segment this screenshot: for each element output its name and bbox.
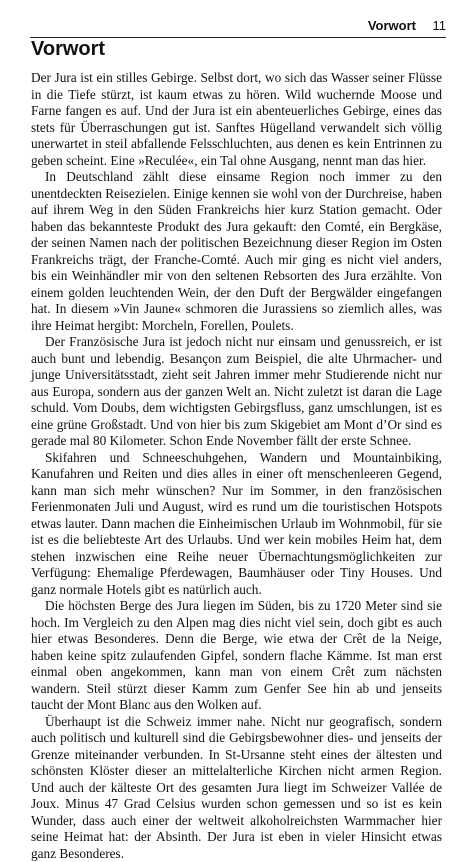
paragraph: In Deutschland zählt diese einsame Region noch immer zu den unentdeckten Reisezielen. Einige kennen sie wohl von der Durchreise, haben auf ihrem Weg in den Süden Frankreichs hier kurz Station gemacht. Oder haben das bekannteste Produkt des Jura gekauft: den Comté, ein Bergkäse, der seinen Namen nach der politischen Bezeichnung dieser Region im Osten Frankreichs trägt, der Franche-Comté. Auch mir ging es nicht viel anders, bis ein Weinhändler mir von den seltenen Rebsorten des Jura erzählte. Von einem golden leuchtenden Wein, der den Duft der Bergwälder eingefangen hat. In diesem »Vin Jaune« schmoren die Jurassiens so ziemlich alles, was ihre Heimat hergibt: Morcheln, Forellen, Poulets. — [31, 169, 442, 334]
page-number: 11 — [433, 18, 447, 33]
paragraph: Skifahren und Schneeschuhgehen, Wandern und Mountainbiking, Kanufahren und Reiten und dies alles in einer oft menschenleeren Gegend, kann man sich mehr wünschen? Nur im Sommer, in den französischen Ferienmonaten Juli und August, wird es rund um die touristischen Hotspots etwas lauter. Dann machen die Einheimischen Urlaub im Wohnmobil, für sie ist es die beliebteste Art des Urlaubs. Und wer kein mobiles Heim hat, dem stehen inzwischen eine Reihe neuer Übernachtungsmöglichkeiten zur Verfügung: Ehemalige Pferdewagen, Baumhäuser oder Tiny Houses. Und ganz normale Hotels gibt es natürlich auch. — [31, 450, 442, 599]
running-head — [0, 0, 474, 36]
body-text — [31, 70, 442, 862]
paragraph: Die höchsten Berge des Jura liegen im Süden, bis zu 1720 Meter sind sie hoch. Im Vergleich zu den Alpen mag dies nicht viel sein, doch gibt es auch hier etwas Besonderes. Denn die Berge, wie etwa der Crêt de la Neige, haben keine spitz zulaufenden Gipfel, sondern flache Kämme. Ist man erst einmal oben angekommen, kann man von einem Crêt zum nächsten wandern. Steil stürzt dieser Kamm zum Genfer See hin ab und jenseits taucht der Mont Blanc aus den Wolken auf. — [31, 598, 442, 714]
paragraph: Der Jura ist ein stilles Gebirge. Selbst dort, wo sich das Wasser seiner Flüsse in die Tiefe stürzt, ist kaum etwas zu hören. Wild wuchernde Moose und Farne fangen es auf. Und der Jura ist ein abenteuerliches Gebirge, eines das stets für Überraschungen gut ist. Sanftes Hügelland verwandelt sich völlig unerwartet in steil abfallende Felsschluchten, aus denen es kein Entrinnen zu geben scheint. Eine »Reculée«, ein Tal ohne Ausgang, nennt man das hier. — [31, 70, 442, 169]
running-head-title: Vorwort — [368, 18, 416, 33]
paragraph: Überhaupt ist die Schweiz immer nahe. Nicht nur geografisch, sondern auch politisch und kulturell sind die Gebirgsbewohner dies- und jenseits der Grenze miteinander verbunden. In St-Ursanne steht eines der ältesten und schönsten Klöster dieser an mittelalterliche Kirchen nicht armen Region. Und auch der kälteste Ort des gesamten Jura liegt im Schweizer Vallée de Joux. Minus 47 Grad Celsius wurden schon gemessen und so ist es kein Wunder, dass auch einer der weltweit alkoholreichsten Warmmacher hier seine Heimat hat: der Absinth. Der Jura ist eben in vieler Hinsicht etwas ganz Besonderes. — [31, 714, 442, 862]
paragraph: Der Französische Jura ist jedoch nicht nur einsam und genussreich, er ist auch bunt und lebendig. Besançon zum Beispiel, die alte Uhrmacher- und junge Universitätsstadt, zieht seit Jahren immer mehr Studierende nicht nur aus Europa, sondern aus der ganzen Welt an. Nicht zuletzt ist daran die Lage schuld. Vom Doubs, dem wichtigsten Gebirgsfluss, ganz umschlungen, ist es eine grüne Großstadt. Und von hier bis zum Skigebiet am Mont d’Or sind es gerade mal 80 Kilometer. Schon Ende November fällt der erste Schnee. — [31, 334, 442, 450]
chapter-title: Vorwort — [31, 38, 105, 61]
